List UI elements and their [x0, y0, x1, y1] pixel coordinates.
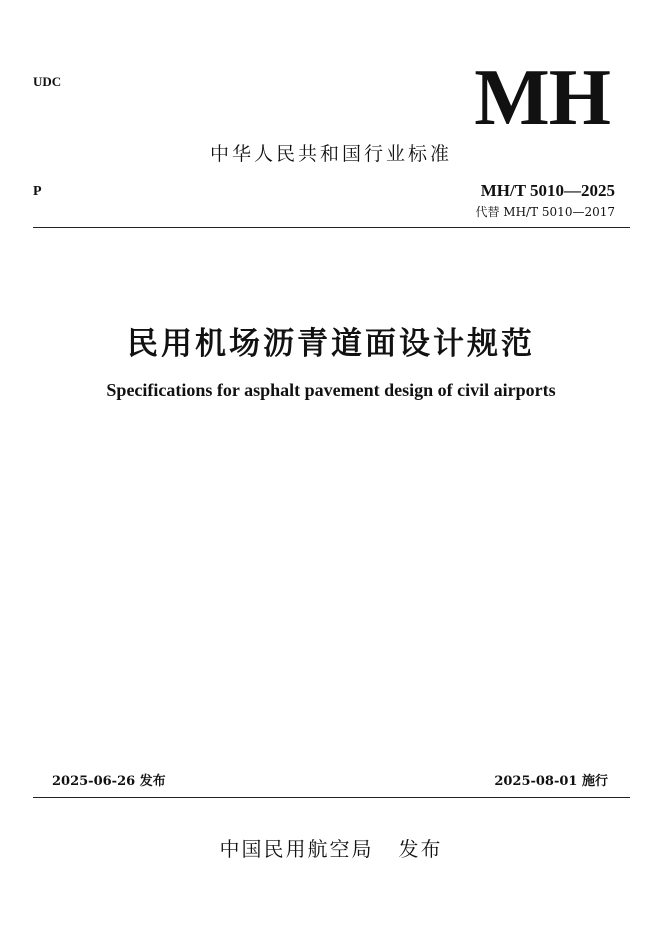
title-english: Specifications for asphalt pavement design of civil airports	[106, 380, 556, 400]
implementation-date: 2025-08-01 施行	[494, 774, 608, 789]
issue-date: 2025-06-26 发布	[52, 774, 166, 789]
standard-category: 中华人民共和国行业标准	[209, 143, 452, 165]
classification-code: P	[33, 184, 42, 199]
issuer: 中国民用航空局 发布	[219, 837, 443, 861]
standard-number: MH/T 5010—2025	[480, 181, 615, 200]
bottom-divider	[33, 797, 630, 798]
title-chinese: 民用机场沥青道面设计规范	[127, 326, 535, 362]
udc-label: UDC	[33, 74, 62, 89]
replaces-standard: 代替 MH/T 5010—2017	[475, 205, 615, 219]
top-divider	[33, 227, 630, 228]
mh-logo: MH	[474, 54, 610, 142]
